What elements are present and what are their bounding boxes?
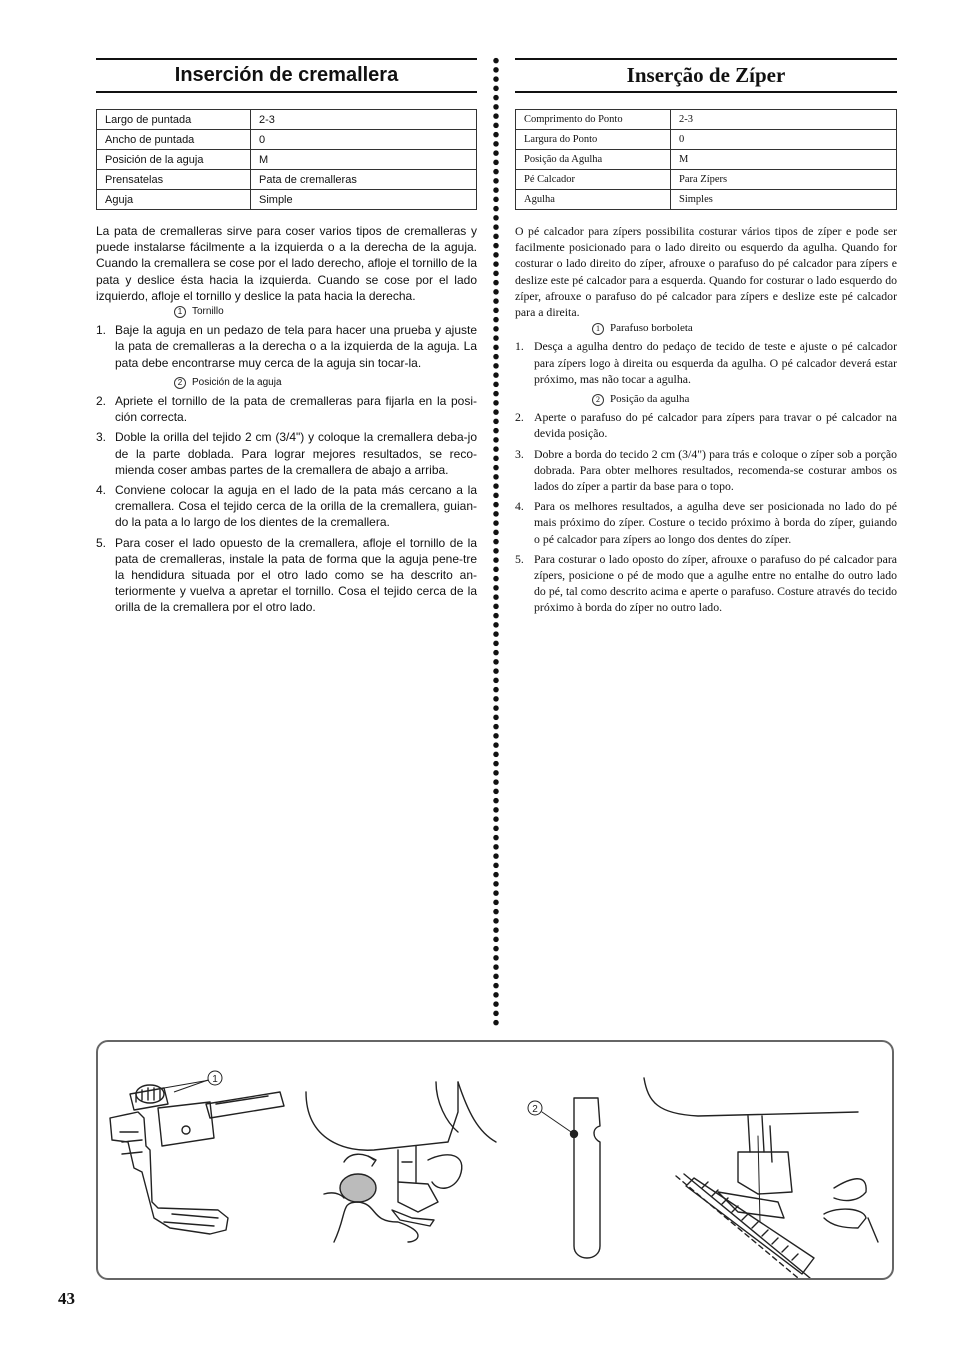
spanish-column	[96, 58, 477, 620]
table-cell-value: Simple	[251, 190, 477, 210]
step-text: Conviene colocar la aguja en el lado de la pata más cercano a la cremallera. Cosa el tejido cerca de la orilla de la cremallera, guian-do la pata a lo largo de los dientes de la cremallera.	[115, 483, 477, 530]
section-title: Inserción de cremallera	[174, 64, 399, 86]
step-number: 2.	[515, 410, 524, 425]
step-number: 3.	[96, 430, 107, 445]
callout-2	[528, 1101, 542, 1115]
callout-1-label: 1	[212, 1074, 218, 1085]
table-row	[97, 110, 477, 130]
table-row	[97, 130, 477, 150]
list-item	[96, 429, 477, 478]
callout-1	[174, 1071, 222, 1092]
needle-position-figure	[542, 1098, 600, 1258]
step-number: 4.	[515, 499, 524, 514]
intro-paragraph: O pé calcador para zípers possibilita costurar vários tipos de zíper e pode ser facilmente posicionado para o lado direito ou esquerdo da agulha. Quando for costurar o lado direito do zíper, afrouxe o parafuso do pé calcador para zípers e deslize este pé calcador para a esquerda. Quando for costurar o lado esquerdo do zíper, afrouxe o parafuso do pé calcador para zípers e deslize este pé calcador para a direita.	[515, 224, 897, 320]
callout-2-label: 2	[532, 1104, 538, 1115]
step-text: Para os melhores resultados, a agulha deve ser posicionada no lado do pé mais próximo do zíper. Costure o tecido próximo à borda do zíper, guiando o pé calcador para zípers ao longo dos dentes do zíper.	[534, 499, 897, 546]
instructions-body	[96, 223, 477, 616]
table-row	[97, 190, 477, 210]
table-cell-value: 0	[671, 130, 897, 150]
step-text: Doble la orilla del tejido 2 cm (3/4") y coloque la cremallera deba-jo de la parte doblada. Para lograr mejores resultados, se reco-mienda coser ambas partes de la cremallera de abajo a arriba.	[115, 430, 477, 477]
list-item	[515, 498, 897, 547]
portuguese-column	[515, 58, 897, 620]
table-cell-label: Agulha	[516, 190, 671, 210]
table-row	[516, 150, 897, 170]
callout-number: 1	[174, 306, 186, 318]
intro-paragraph: La pata de cremalleras sirve para coser varios tipos de cremalleras y puede instalarse fácilmente a la izquierda o a la derecha de la aguja. Cuando la cremallera se cose por el lado derecho, afloje el tornillo de la pata y deslice ésta hacia la izquierda. Cuando se cose por el lado izquierdo, afloje el tornillo y deslice la pata hacia la derecha.	[96, 224, 477, 303]
callout-number: 1	[592, 323, 604, 335]
page-number: 43	[58, 1289, 75, 1308]
table-cell-value: Pata de cremalleras	[251, 170, 477, 190]
sewing-zipper-figure	[644, 1078, 878, 1278]
callout-note	[96, 304, 477, 320]
table-cell-label: Largo de puntada	[97, 110, 251, 130]
table-cell-value: 2-3	[671, 110, 897, 130]
table-cell-label: Prensatelas	[97, 170, 251, 190]
callout-note	[515, 391, 897, 407]
list-item	[96, 482, 477, 531]
settings-table	[515, 109, 897, 210]
step-text: Desça a agulha dentro do pedaço de tecido de teste e ajuste o pé calcador para zípers logo à direita ou esquerda da agulha. O pé calcador deverá estar próximo, mas não tocar a agulha.	[534, 339, 897, 386]
step-number: 1.	[515, 339, 524, 354]
step-number: 2.	[96, 394, 107, 409]
zipper-foot-figure	[110, 1080, 284, 1234]
table-row	[516, 110, 897, 130]
callout-number: 2	[592, 394, 604, 406]
settings-table	[96, 109, 477, 210]
callout-number: 2	[174, 377, 186, 389]
step-text: Para costurar o lado oposto do zíper, afrouxe o parafuso do pé calcador para zípers, posicione o pé de modo que a agulhe entre no entalhe do outro lado do pé, tal como descrito acima e aperte o parafuso. Costure através do tecido próximo à borda do zíper no outro lado.	[534, 551, 897, 615]
table-cell-value: Simples	[671, 190, 897, 210]
table-cell-label: Ancho de puntada	[97, 130, 251, 150]
table-cell-value: 2-3	[251, 110, 477, 130]
table-cell-label: Posición de la aguja	[97, 150, 251, 170]
step-number: 3.	[515, 446, 524, 461]
illustration-panel	[96, 1040, 894, 1280]
list-item	[515, 338, 897, 387]
table-row	[516, 130, 897, 150]
table-cell-value: 0	[251, 130, 477, 150]
list-item	[96, 322, 477, 371]
list-item	[96, 393, 477, 425]
section-title-bar	[515, 58, 897, 93]
table-cell-label: Largura do Ponto	[516, 130, 671, 150]
table-row	[97, 170, 477, 190]
step-text: Aperte o parafuso do pé calcador para zípers para travar o pé calcador na devida posição.	[534, 410, 897, 441]
callout-note	[96, 375, 477, 391]
step-text: Baje la aguja en un pedazo de tela para hacer una prueba y ajuste la pata de cremalleras a la derecha o a la izquierda de la aguja. La pata debe encontrarse muy cerca de la aguja sin tocar-la.	[115, 323, 477, 370]
step-number: 1.	[96, 323, 107, 338]
table-cell-label: Aguja	[97, 190, 251, 210]
step-text: Para coser el lado opuesto de la cremallera, afloje el tornillo de la pata de cremalleras, instale la pata de forma que la aguja pene-tre la hendidura situada por el otro lado como se ha descrito an-teriormente y vuelva a apretar el tornillo. Cosa el tejido cerca de la orilla de la cremallera por el otro lado.	[115, 535, 477, 615]
table-cell-label: Posição da Agulha	[516, 150, 671, 170]
section-title-bar	[96, 58, 477, 93]
step-number: 4.	[96, 483, 107, 498]
callout-text: Parafuso borboleta	[610, 322, 693, 335]
instructions-body	[515, 223, 897, 616]
table-cell-label: Pé Calcador	[516, 170, 671, 190]
table-cell-label: Comprimento do Ponto	[516, 110, 671, 130]
table-cell-value: M	[251, 150, 477, 170]
steps-list	[96, 393, 477, 616]
list-item	[96, 535, 477, 616]
callout-text: Posição da agulha	[610, 393, 690, 406]
step-number: 5.	[96, 535, 107, 550]
column-divider	[492, 56, 500, 1026]
callout-text: Posición de la aguja	[192, 376, 282, 388]
table-row	[516, 190, 897, 210]
callout-text: Tornillo	[192, 306, 224, 318]
table-row	[97, 150, 477, 170]
callout-note	[515, 320, 897, 336]
table-row	[516, 170, 897, 190]
step-number: 5.	[515, 551, 524, 566]
steps-list	[515, 409, 897, 615]
step-text: Dobre a borda do tecido 2 cm (3/4") para trás e coloque o zíper sob a porção dobrada. Para obter melhores resultados, recomenda-se costurar ambos os lados do zíper a partir da base para o topo.	[534, 446, 897, 494]
screw-tightening-figure	[306, 1082, 496, 1242]
section-title: Inserção de Zíper	[626, 63, 786, 87]
illustration-drawing	[98, 1042, 894, 1280]
steps-list	[96, 322, 477, 371]
table-cell-value: M	[671, 150, 897, 170]
list-item	[515, 446, 897, 495]
list-item	[515, 551, 897, 616]
table-cell-value: Para Zípers	[671, 170, 897, 190]
step-text: Apriete el tornillo de la pata de cremalleras para fijarla en la posi-ción correcta.	[115, 394, 477, 425]
list-item	[515, 409, 897, 441]
steps-list	[515, 338, 897, 387]
